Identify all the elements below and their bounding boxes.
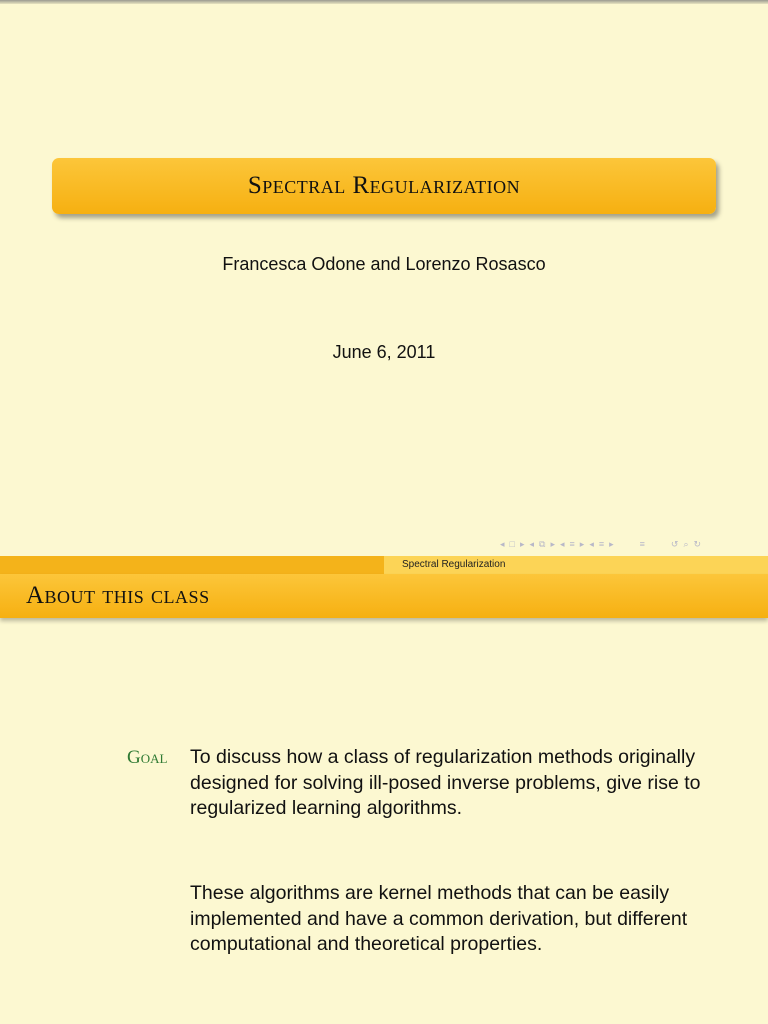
frame-title: About this class [26, 582, 210, 609]
left-arrow-icon[interactable]: ◂ [500, 539, 505, 549]
beamer-navigation [500, 537, 768, 551]
authors: Francesca Odone and Lorenzo Rosasco [222, 254, 546, 274]
footer-left [0, 556, 384, 574]
frame-title-bar [0, 574, 768, 618]
slide-title: Spectral Regularization [247, 172, 521, 199]
left-arrow-icon[interactable]: ◂ [560, 539, 565, 549]
page-top-edge [0, 0, 768, 4]
right-arrow-icon[interactable]: ▸ [579, 539, 585, 549]
forward-icon[interactable]: ↻ [693, 539, 702, 549]
goal-paragraph: To discuss how a class of regularization methods originally designed for solving ill-posed inverse problems, give rise to regularized learning algorithms. [190, 746, 701, 819]
right-arrow-icon[interactable]: ▸ [609, 539, 614, 549]
section-icon[interactable]: ≡ [598, 539, 605, 549]
left-arrow-icon[interactable]: ◂ [589, 539, 594, 549]
subsection-icon[interactable]: ⧉ [539, 539, 546, 549]
frame-icon[interactable]: □ [509, 539, 515, 549]
footer-title: Spectral Regularization [384, 556, 768, 574]
align-icon[interactable]: ≡ [639, 539, 645, 549]
date: June 6, 2011 [332, 342, 436, 362]
description-paragraph: These algorithms are kernel methods that can be easily implemented and have a common derivation, but different computational and theoretical properties. [190, 882, 688, 955]
back-icon[interactable]: ↺ [670, 539, 679, 549]
goal-label: Goal [127, 747, 168, 768]
title-block [52, 158, 716, 214]
left-arrow-icon[interactable]: ◂ [529, 539, 535, 549]
right-arrow-icon[interactable]: ▸ [519, 539, 525, 549]
search-icon[interactable]: ⌕ [683, 539, 689, 549]
right-arrow-icon[interactable]: ▸ [550, 539, 555, 549]
section-icon[interactable]: ≡ [569, 539, 575, 549]
footer-band [0, 556, 768, 574]
